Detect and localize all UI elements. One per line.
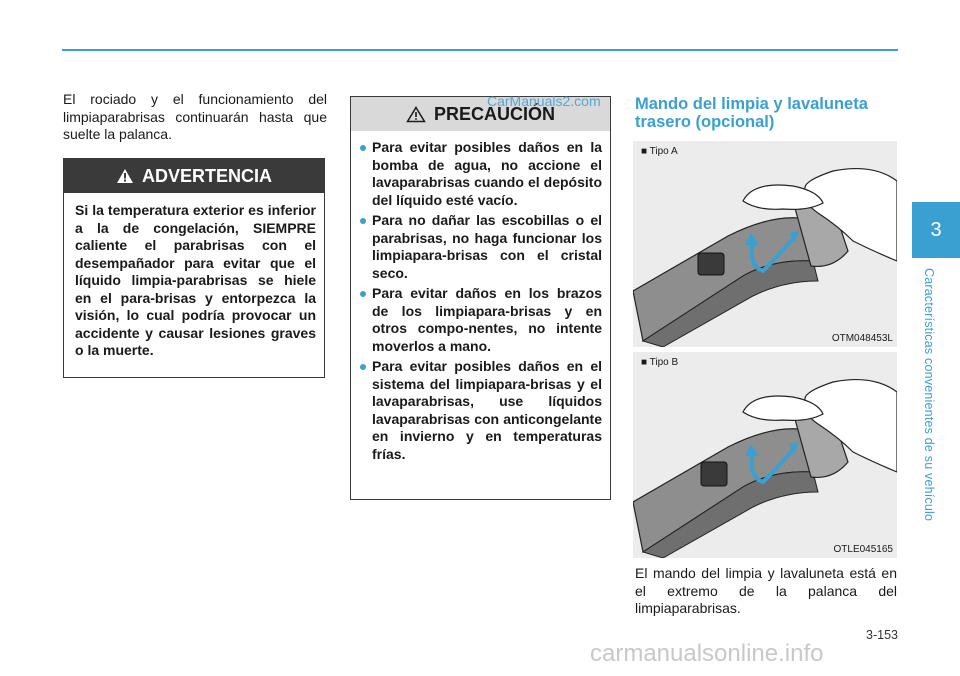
caution-item-text: Para evitar posibles daños en el sistema del limpiapara-brisas y el lavaparabrisas, use líquidos lavaparabrisas con anticongelante en invierno y en temperaturas frías.	[372, 358, 602, 462]
section-title: Mando del limpia y lavaluneta trasero (opcional)	[635, 95, 868, 131]
wiper-switch-illustration-a	[633, 141, 897, 347]
figure-b-code: OTLE045165	[833, 544, 893, 555]
page-number: 3-153	[866, 628, 898, 642]
footer-watermark: carmanualsonline.info	[590, 640, 824, 667]
caution-title: PRECAUCIÓN	[433, 103, 555, 124]
warning-title: ADVERTENCIA	[141, 165, 272, 186]
caution-icon	[406, 106, 426, 123]
bullet-icon	[360, 218, 366, 224]
bullet-icon	[360, 364, 366, 370]
section-paragraph: El mando del limpia y lavaluneta está en el extremo de la palanca del limpiaparabrisas.	[635, 565, 897, 616]
figure-b-label: ■ Tipo B	[641, 357, 679, 368]
warning-box	[63, 158, 325, 378]
warning-header	[64, 159, 324, 193]
caution-box	[350, 96, 611, 500]
chapter-tab[interactable]: 3	[912, 202, 960, 258]
figure-a-label: ■ Tipo A	[641, 146, 678, 157]
chapter-side-title: Características convenientes de su vehículo	[922, 268, 936, 522]
site-watermark: CarManuals2.com	[487, 93, 601, 109]
figure-a-code: OTM048453L	[831, 333, 893, 344]
caution-item-text: Para evitar daños en los brazos de los limpiapara-brisas y en otros compo-nentes, no intente moverlos a mano.	[372, 285, 602, 354]
caution-item	[372, 212, 602, 282]
warning-body: Si la temperatura exterior es inferior a la de congelación, SIEMPRE caliente el parabrisas con el desempañador para evitar que el líquido limpia-parabrisas se hiele en el para-brisas y entorpezca la visión, lo cual podría provocar un accidente y causar lesiones graves o la muerte.	[75, 202, 316, 358]
caution-item	[372, 285, 602, 355]
bullet-icon	[360, 145, 366, 151]
figure-type-a	[633, 141, 897, 347]
caution-item-text: Para no dañar las escobillas o el parabrisas, no haga funcionar los limpiapara-brisas con el cristal seco.	[372, 212, 602, 281]
top-rule	[62, 49, 898, 51]
col1-paragraph: El rociado y el funcionamiento del limpiaparabrisas continuarán hasta que suelte la palanca.	[63, 91, 327, 142]
caution-item-text: Para evitar posibles daños en la bomba de agua, no accione el lavaparabrisas cuando el depósito del líquido esté vacío.	[372, 139, 602, 208]
figure-type-b	[633, 352, 897, 558]
bullet-icon	[360, 291, 366, 297]
warning-icon	[116, 168, 134, 184]
caution-item	[372, 358, 602, 463]
wiper-switch-illustration-b	[633, 352, 897, 558]
caution-list	[351, 131, 610, 463]
caution-item	[372, 139, 602, 209]
